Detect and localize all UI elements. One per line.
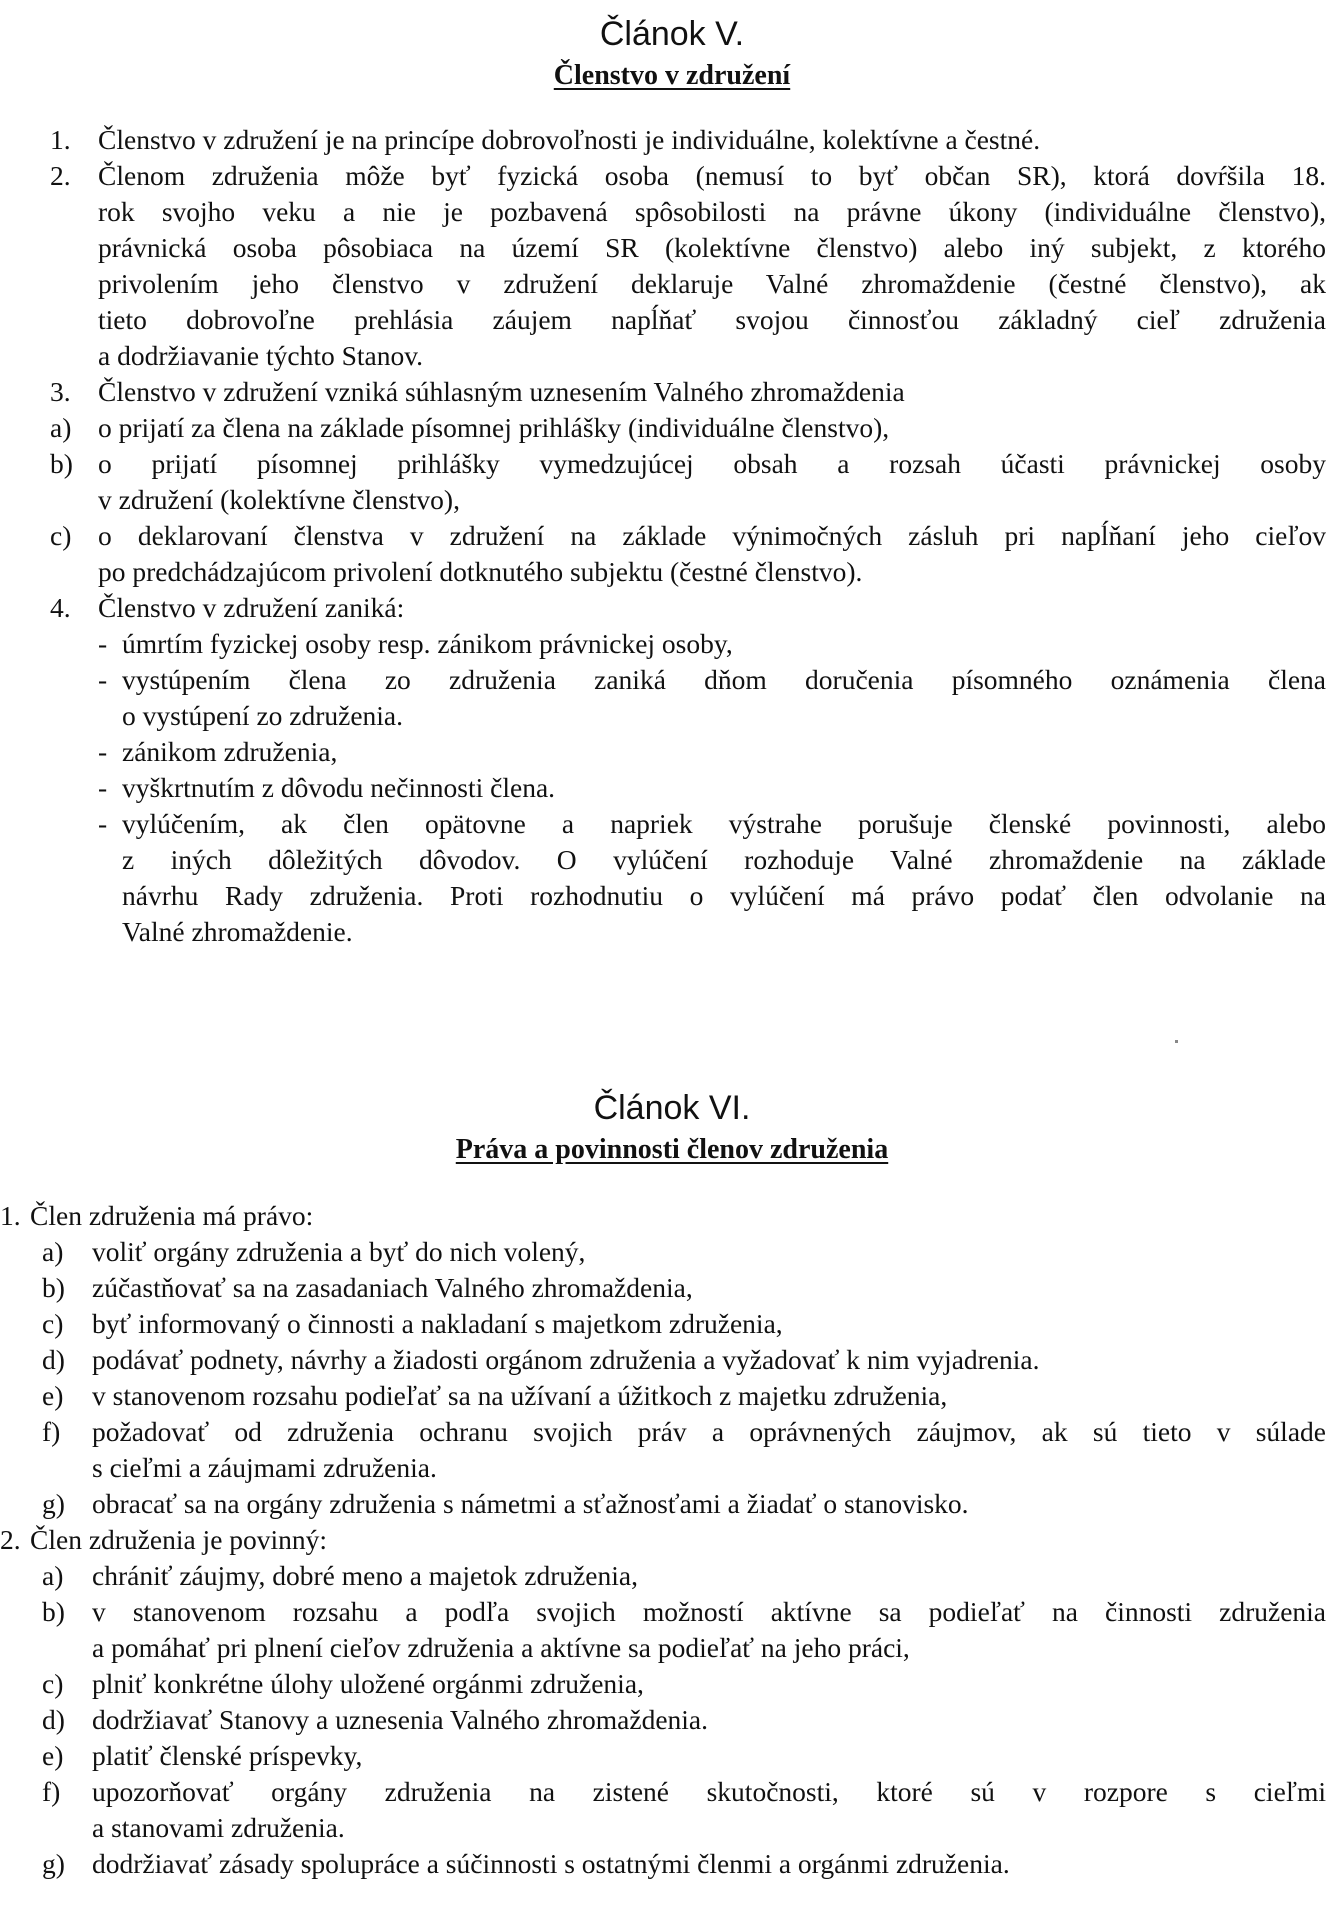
item-line: v stanovenom rozsahu podieľať sa na užívaní a úžitkoch z majetku združenia, — [92, 1380, 948, 1411]
item-marker: a) — [50, 412, 72, 443]
item-line: právnická osoba pôsobiaca na území SR (kolektívne členstvo) alebo iný subjekt, z ktorého — [98, 232, 1326, 263]
item-line: Členstvo v združení vzniká súhlasným uznesením Valného zhromaždenia — [98, 376, 905, 407]
item-marker: f) — [42, 1416, 61, 1447]
item-line: tieto dobrovoľne prehlásia záujem napĺňať svojou činnosťou základný cieľ združenia — [98, 304, 1326, 335]
item-line: vylúčením, ak člen opätovne a napriek výstrahe porušuje členské povinnosti, alebo — [122, 808, 1326, 839]
item-marker: - — [98, 808, 108, 839]
item-line: dodržiavať zásady spolupráce a súčinnosti s ostatnými členmi a orgánmi združenia. — [92, 1848, 1010, 1879]
item-line: a stanovami združenia. — [92, 1812, 345, 1843]
item-line: o deklarovaní členstva v združení na základe výnimočných zásluh pri napĺňaní jeho cieľov — [98, 520, 1326, 551]
item-marker: 4. — [50, 592, 71, 623]
item-marker: c) — [50, 520, 72, 551]
item-line: zánikom združenia, — [122, 736, 338, 767]
item-line: návrhu Rady združenia. Proti rozhodnutiu o vylúčení má právo podať člen odvolanie na — [122, 880, 1326, 911]
item-marker: 1. — [0, 1200, 21, 1231]
item-marker: f) — [42, 1776, 61, 1807]
article-5-heading: Článok V. — [599, 15, 745, 53]
item-marker: d) — [42, 1704, 65, 1735]
item-marker: b) — [50, 448, 73, 479]
item-line: obracať sa na orgány združenia s námetmi a sťažnosťami a žiadať o stanovisko. — [92, 1488, 969, 1519]
item-line: Členstvo v združení je na princípe dobrovoľnosti je individuálne, kolektívne a čestné. — [98, 124, 1041, 155]
item-marker: d) — [42, 1344, 65, 1375]
item-marker: b) — [42, 1596, 65, 1627]
item-marker: - — [98, 736, 108, 767]
item-line: byť informovaný o činnosti a nakladaní s majetkom združenia, — [92, 1308, 783, 1339]
item-line: z iných dôležitých dôvodov. O vylúčení rozhoduje Valné zhromaždenie na základe — [122, 844, 1326, 875]
item-line: dodržiavať Stanovy a uznesenia Valného zhromaždenia. — [92, 1704, 709, 1735]
item-marker: - — [98, 628, 108, 659]
item-line: zúčastňovať sa na zasadaniach Valného zhromaždenia, — [92, 1272, 693, 1303]
item-line: Členstvo v združení zaniká: — [98, 592, 405, 623]
item-line: a dodržiavanie týchto Stanov. — [98, 340, 424, 371]
item-marker: - — [98, 772, 108, 803]
item-line: vyškrtnutím z dôvodu nečinnosti člena. — [122, 772, 556, 803]
item-line: po predchádzajúcom privolení dotknutého subjektu (čestné členstvo). — [98, 556, 863, 587]
item-line: o vystúpení zo združenia. — [122, 700, 404, 731]
scan-speck — [1175, 1040, 1178, 1043]
item-marker: 2. — [0, 1524, 21, 1555]
item-marker: - — [98, 664, 108, 695]
item-marker: g) — [42, 1848, 65, 1879]
item-marker: c) — [42, 1308, 64, 1339]
article-6-heading: Článok VI. — [593, 1089, 751, 1127]
article-6-subheading: Práva a povinnosti členov združenia — [455, 1134, 889, 1165]
item-line: plniť konkrétne úlohy uložené orgánmi združenia, — [92, 1668, 644, 1699]
item-line: úmrtím fyzickej osoby resp. zánikom právnickej osoby, — [122, 628, 733, 659]
item-line: upozorňovať orgány združenia na zistené skutočnosti, ktoré sú v rozpore s cieľmi — [92, 1776, 1326, 1807]
item-line: podávať podnety, návrhy a žiadosti orgánom združenia a vyžadovať k nim vyjadrenia. — [92, 1344, 1040, 1375]
item-line: s cieľmi a záujmami združenia. — [92, 1452, 437, 1483]
item-line: o prijatí písomnej prihlášky vymedzujúcej obsah a rozsah účasti právnickej osoby — [98, 448, 1326, 479]
item-line: v združení (kolektívne členstvo), — [98, 484, 460, 515]
item-line: Člen združenia má právo: — [30, 1200, 314, 1231]
item-marker: 2. — [50, 160, 71, 191]
item-line: Člen združenia je povinný: — [30, 1524, 328, 1555]
item-marker: b) — [42, 1272, 65, 1303]
article-5-subheading: Členstvo v združení — [553, 60, 791, 91]
item-line: privolením jeho členstvo v združení deklaruje Valné zhromaždenie (čestné členstvo), ak — [98, 268, 1326, 299]
item-line: a pomáhať pri plnení cieľov združenia a aktívne sa podieľať na jeho práci, — [92, 1632, 910, 1663]
item-line: o prijatí za člena na základe písomnej prihlášky (individuálne členstvo), — [98, 412, 890, 443]
item-line: Členom združenia môže byť fyzická osoba (nemusí to byť občan SR), ktorá dovŕšila 18. — [98, 160, 1326, 191]
item-line: vystúpením člena zo združenia zaniká dňom doručenia písomného oznámenia člena — [122, 664, 1326, 695]
item-marker: c) — [42, 1668, 64, 1699]
item-line: požadovať od združenia ochranu svojich práv a oprávnených záujmov, ak sú tieto v súlade — [92, 1416, 1326, 1447]
item-line: chrániť záujmy, dobré meno a majetok združenia, — [92, 1560, 638, 1591]
item-marker: 3. — [50, 376, 71, 407]
item-line: Valné zhromaždenie. — [122, 916, 353, 947]
item-marker: 1. — [50, 124, 71, 155]
item-marker: e) — [42, 1740, 64, 1771]
item-line: rok svojho veku a nie je pozbavená spôsobilosti na právne úkony (individuálne členstvo), — [98, 196, 1326, 227]
item-marker: a) — [42, 1236, 64, 1267]
item-line: v stanovenom rozsahu a podľa svojich možností aktívne sa podieľať na činnosti združenia — [92, 1596, 1326, 1627]
item-marker: e) — [42, 1380, 64, 1411]
item-line: platiť členské príspevky, — [92, 1740, 363, 1771]
item-marker: a) — [42, 1560, 64, 1591]
item-line: voliť orgány združenia a byť do nich volený, — [92, 1236, 586, 1267]
item-marker: g) — [42, 1488, 65, 1519]
